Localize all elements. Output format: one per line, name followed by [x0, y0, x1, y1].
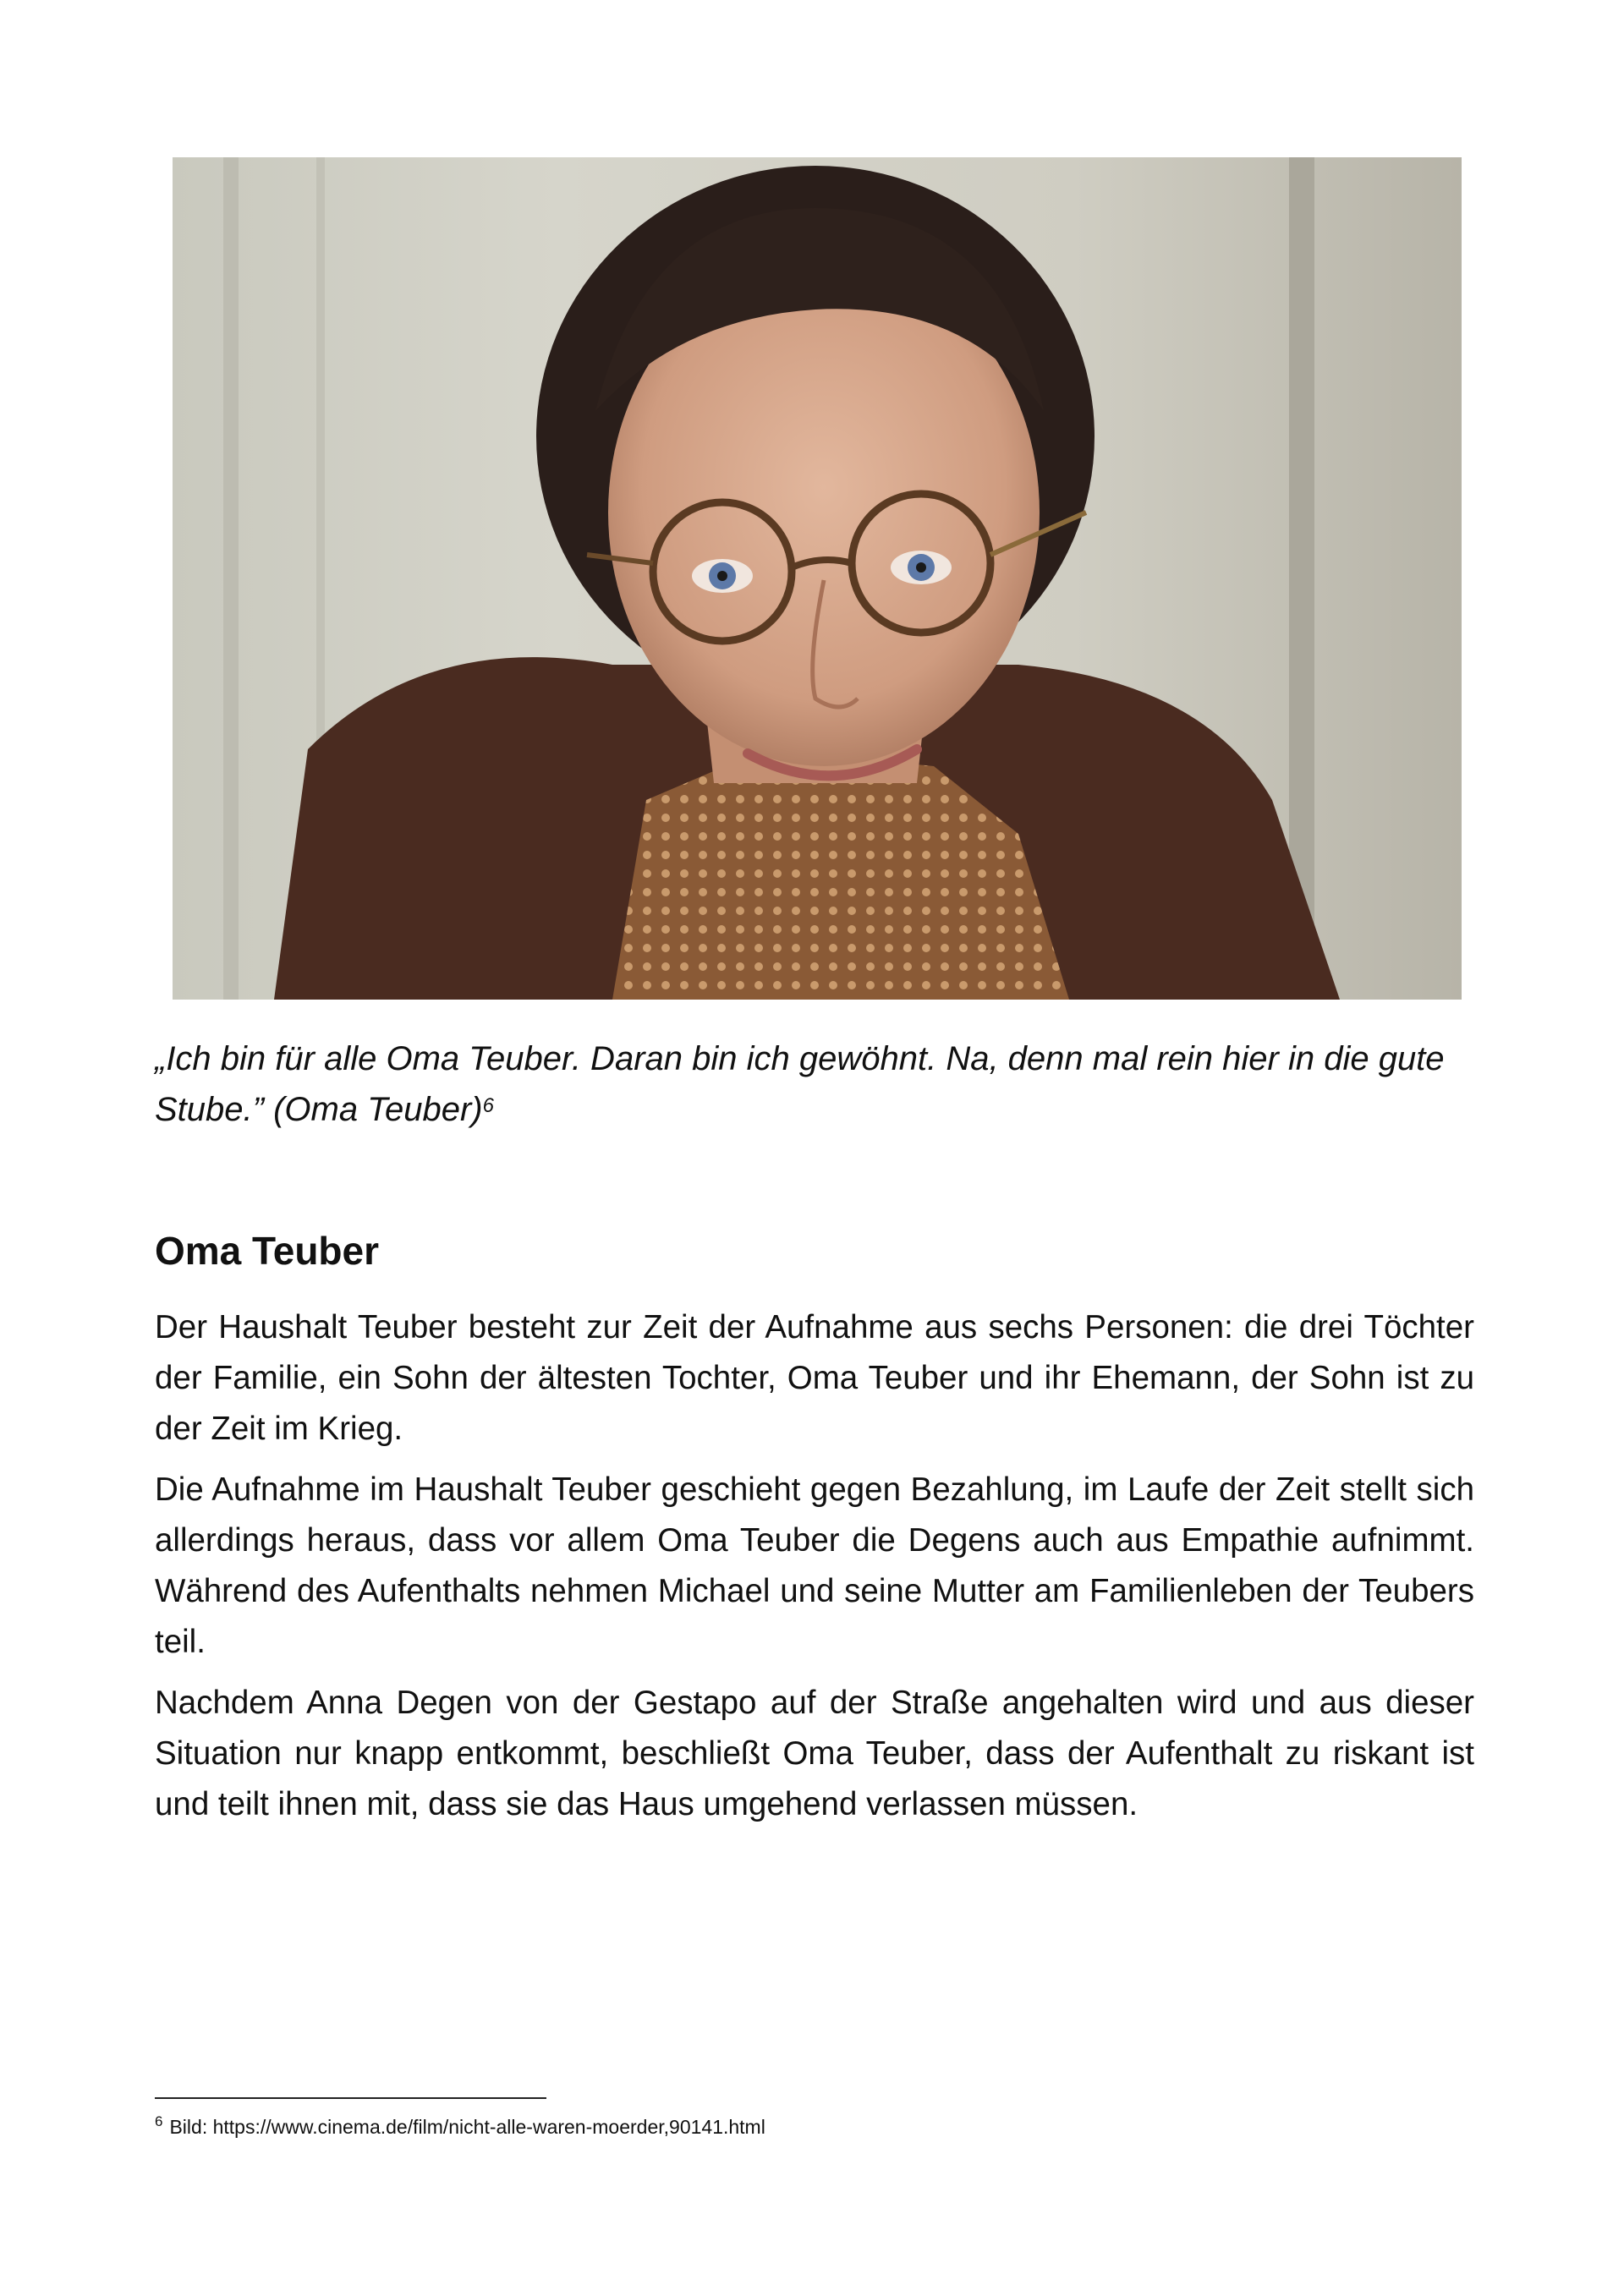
photo-quote — [155, 1033, 1474, 1135]
footnote-separator — [155, 2097, 546, 2099]
paragraph: Nachdem Anna Degen von der Gestapo auf der Straße angehalten wird und aus dieser Situation nur knapp entkommt, beschließt Oma Teuber, dass der Aufenthalt zu riskant ist und teilt ihnen mit, dass sie das Haus umgehend verlassen müssen. — [155, 1685, 1474, 1822]
quote-text: „Ich bin für alle Oma Teuber. Daran bin ich gewöhnt. Na, denn mal rein hier in die gute Stube.” (Oma Teuber) — [155, 1040, 1445, 1128]
portrait-photo — [173, 157, 1462, 1000]
footnote — [155, 2114, 765, 2140]
portrait-image — [173, 157, 1462, 1000]
quote-footnote-ref[interactable]: 6 — [482, 1094, 494, 1117]
paragraph: Der Haushalt Teuber besteht zur Zeit der Aufnahme aus sechs Personen: die drei Töchter der Familie, ein Sohn der ältesten Tochter, Oma Teuber und ihr Ehemann, der Sohn ist zu der Zeit im Krieg. — [155, 1309, 1474, 1447]
footnote-text: Bild: https://www.cinema.de/film/nicht-alle-waren-moerder,90141.html — [169, 2116, 765, 2138]
footnote-number: 6 — [155, 2113, 163, 2129]
paragraph: Die Aufnahme im Haushalt Teuber geschieht gegen Bezahlung, im Laufe der Zeit stellt sich allerdings heraus, dass vor allem Oma Teuber die Degens auch aus Empathie aufnimmt. Während des Aufenthalts nehmen Michael und seine Mutter am Familienleben der Teubers teil. — [155, 1471, 1474, 1660]
section-body — [155, 1302, 1474, 1840]
section-heading: Oma Teuber — [155, 1229, 379, 1273]
